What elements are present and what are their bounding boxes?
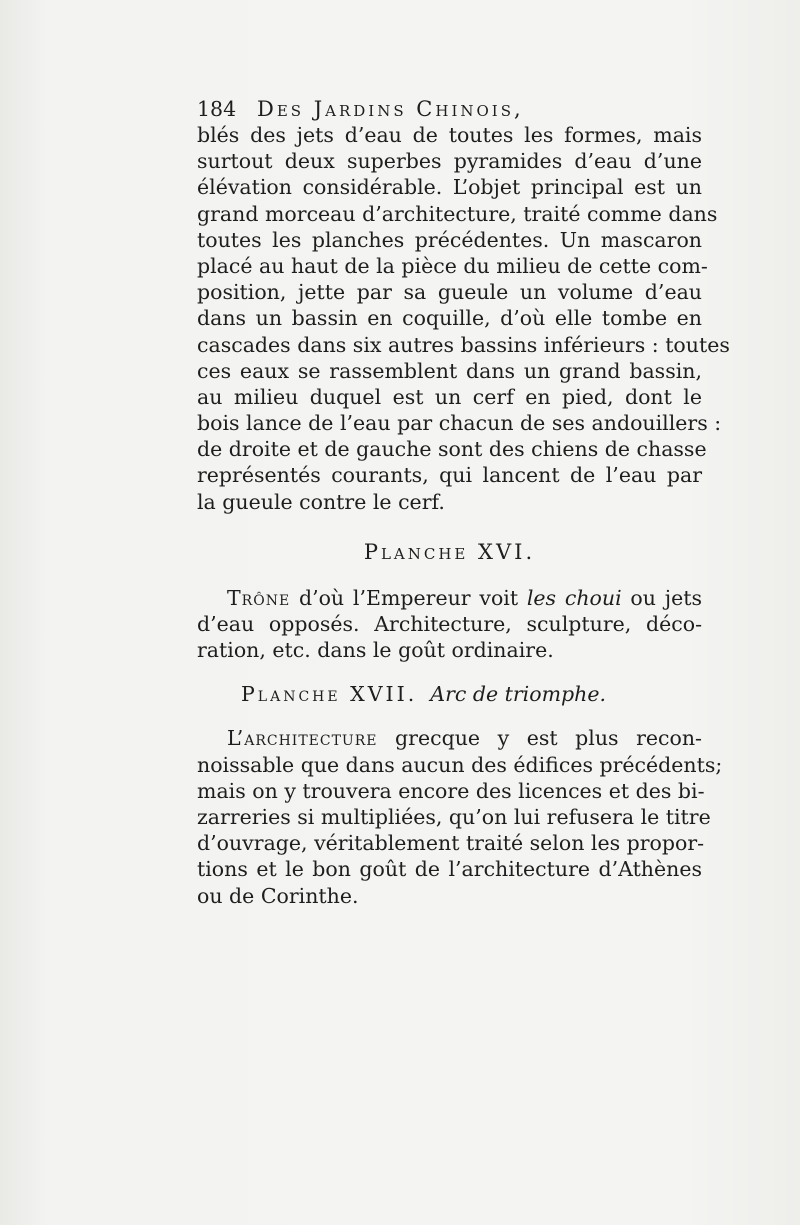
running-title: Des Jardins Chinois,	[257, 97, 524, 121]
plate-number: Planche XVII.	[241, 682, 418, 707]
lead-word: Trône	[227, 585, 291, 610]
text-line: toutes les planches précédentes. Un mascaron	[197, 227, 702, 252]
text-line	[197, 585, 702, 611]
text-line: zarreries si multipliées, qu’on lui refusera le titre	[197, 804, 711, 829]
text-line: ration, etc. dans le goût ordinaire.	[197, 638, 554, 663]
text-line	[197, 725, 702, 751]
italic-term: les choui	[526, 585, 622, 610]
text-line: au milieu duquel est un cerf en pied, dont le	[197, 384, 702, 409]
text-run: grecque y est plus recon-	[377, 726, 702, 751]
text-line: mais on y trouvera encore des licences et des bi-	[197, 778, 705, 803]
text-line: d’ouvrage, véritablement traité selon les propor-	[197, 831, 705, 856]
text-line: noissable que dans aucun des édifices précédents;	[197, 752, 723, 777]
text-line: grand morceau d’architecture, traité comme dans	[197, 201, 718, 226]
text-run: ou jets	[621, 585, 702, 610]
text-line: dans un bassin en coquille, d’où elle tombe en	[197, 306, 702, 331]
text-line: surtout deux superbes pyramides d’eau d’une	[197, 149, 702, 174]
plate-title: Arc de triomphe.	[430, 682, 606, 707]
plate-heading-xvi: Planche XVI.	[363, 539, 536, 564]
text-line: cascades dans six autres bassins inférieurs : toutes	[197, 332, 730, 357]
paragraph-architecture	[197, 725, 723, 908]
page-number: 184	[197, 97, 237, 121]
text-line: la gueule contre le cerf.	[197, 489, 445, 514]
paragraph-throne	[197, 585, 702, 664]
text-line: tions et le bon goût de l’architecture d’Athènes	[197, 857, 702, 882]
text-line: blés des jets d’eau de toutes les formes, mais	[197, 123, 702, 147]
lead-word: L’architecture	[227, 726, 378, 751]
text-run: d’où l’Empereur voit	[290, 585, 527, 610]
text-line: représentés courants, qui lancent de l’eau par	[197, 463, 702, 488]
text-line: bois lance de l’eau par chacun de ses andouillers :	[197, 411, 722, 436]
text-line: position, jette par sa gueule un volume d’eau	[197, 280, 702, 305]
text-line: ces eaux se rassemblent dans un grand bassin,	[197, 358, 702, 383]
text-column	[197, 96, 730, 909]
text-line: d’eau opposés. Architecture, sculpture, déco-	[197, 612, 702, 636]
text-line: élévation considérable. L’objet principal est un	[197, 175, 702, 200]
plate-heading-xvii	[241, 681, 702, 709]
paragraph-fountains	[197, 122, 730, 515]
running-header	[197, 96, 702, 122]
text-line: ou de Corinthe.	[197, 883, 359, 908]
text-line: placé au haut de la pièce du milieu de cette com-	[197, 253, 708, 278]
text-line: de droite et de gauche sont des chiens de chasse	[197, 437, 707, 462]
